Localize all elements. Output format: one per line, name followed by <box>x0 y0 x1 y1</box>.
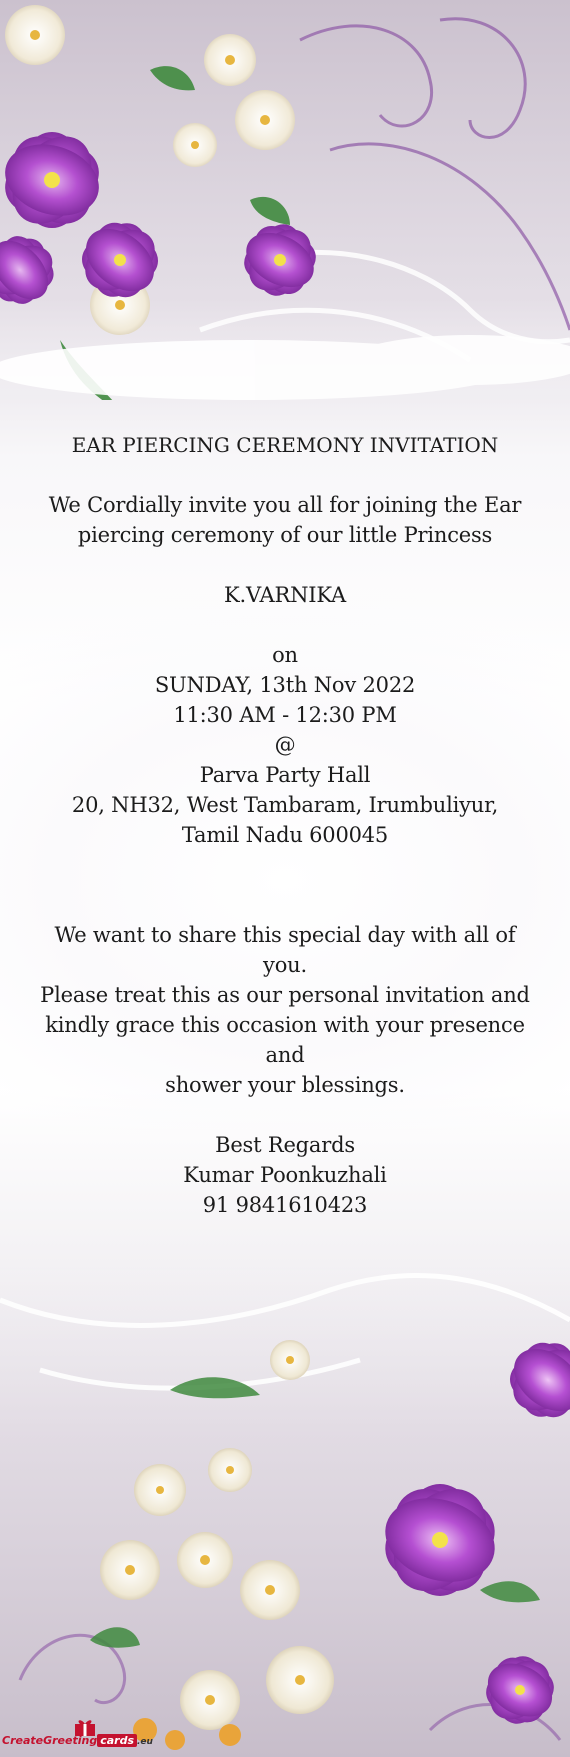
bottom-floral-decoration <box>0 1260 570 1757</box>
intro-line-1: We Cordially invite you all for joining the Ear <box>48 493 522 517</box>
site-logo[interactable] <box>2 1718 153 1754</box>
on-label: on <box>272 643 298 667</box>
invitation-title: EAR PIERCING CEREMONY INVITATION <box>71 433 499 457</box>
regards-label: Best Regards <box>215 1133 355 1157</box>
message-line-3: kindly grace this occasion with your presence and <box>45 1013 525 1067</box>
intro-line-2: piercing ceremony of our little Princess <box>77 523 493 547</box>
message-line-2: Please treat this as our personal invitation and <box>40 983 530 1007</box>
logo-suffix: .eu <box>137 1737 153 1747</box>
invitation-text <box>35 430 535 1220</box>
event-time: 11:30 AM - 12:30 PM <box>173 703 397 727</box>
message-line-4: shower your blessings. <box>165 1073 405 1097</box>
venue-name: Parva Party Hall <box>199 763 371 787</box>
at-symbol: @ <box>274 733 296 757</box>
address-line-1: 20, NH32, West Tambaram, Irumbuliyur, <box>71 793 499 817</box>
message-line-1: We want to share this special day with all of you. <box>54 923 516 977</box>
phone-number: 91 9841610423 <box>202 1193 368 1217</box>
event-date: SUNDAY, 13th Nov 2022 <box>154 673 416 697</box>
address-line-2: Tamil Nadu 600045 <box>181 823 389 847</box>
logo-text <box>2 1734 153 1747</box>
top-floral-decoration <box>0 0 570 400</box>
logo-cards: cards <box>97 1734 137 1747</box>
logo-prefix: CreateGreeting <box>2 1734 98 1747</box>
host-name: Kumar Poonkuzhali <box>183 1163 387 1187</box>
child-name: K.VARNIKA <box>224 583 346 607</box>
